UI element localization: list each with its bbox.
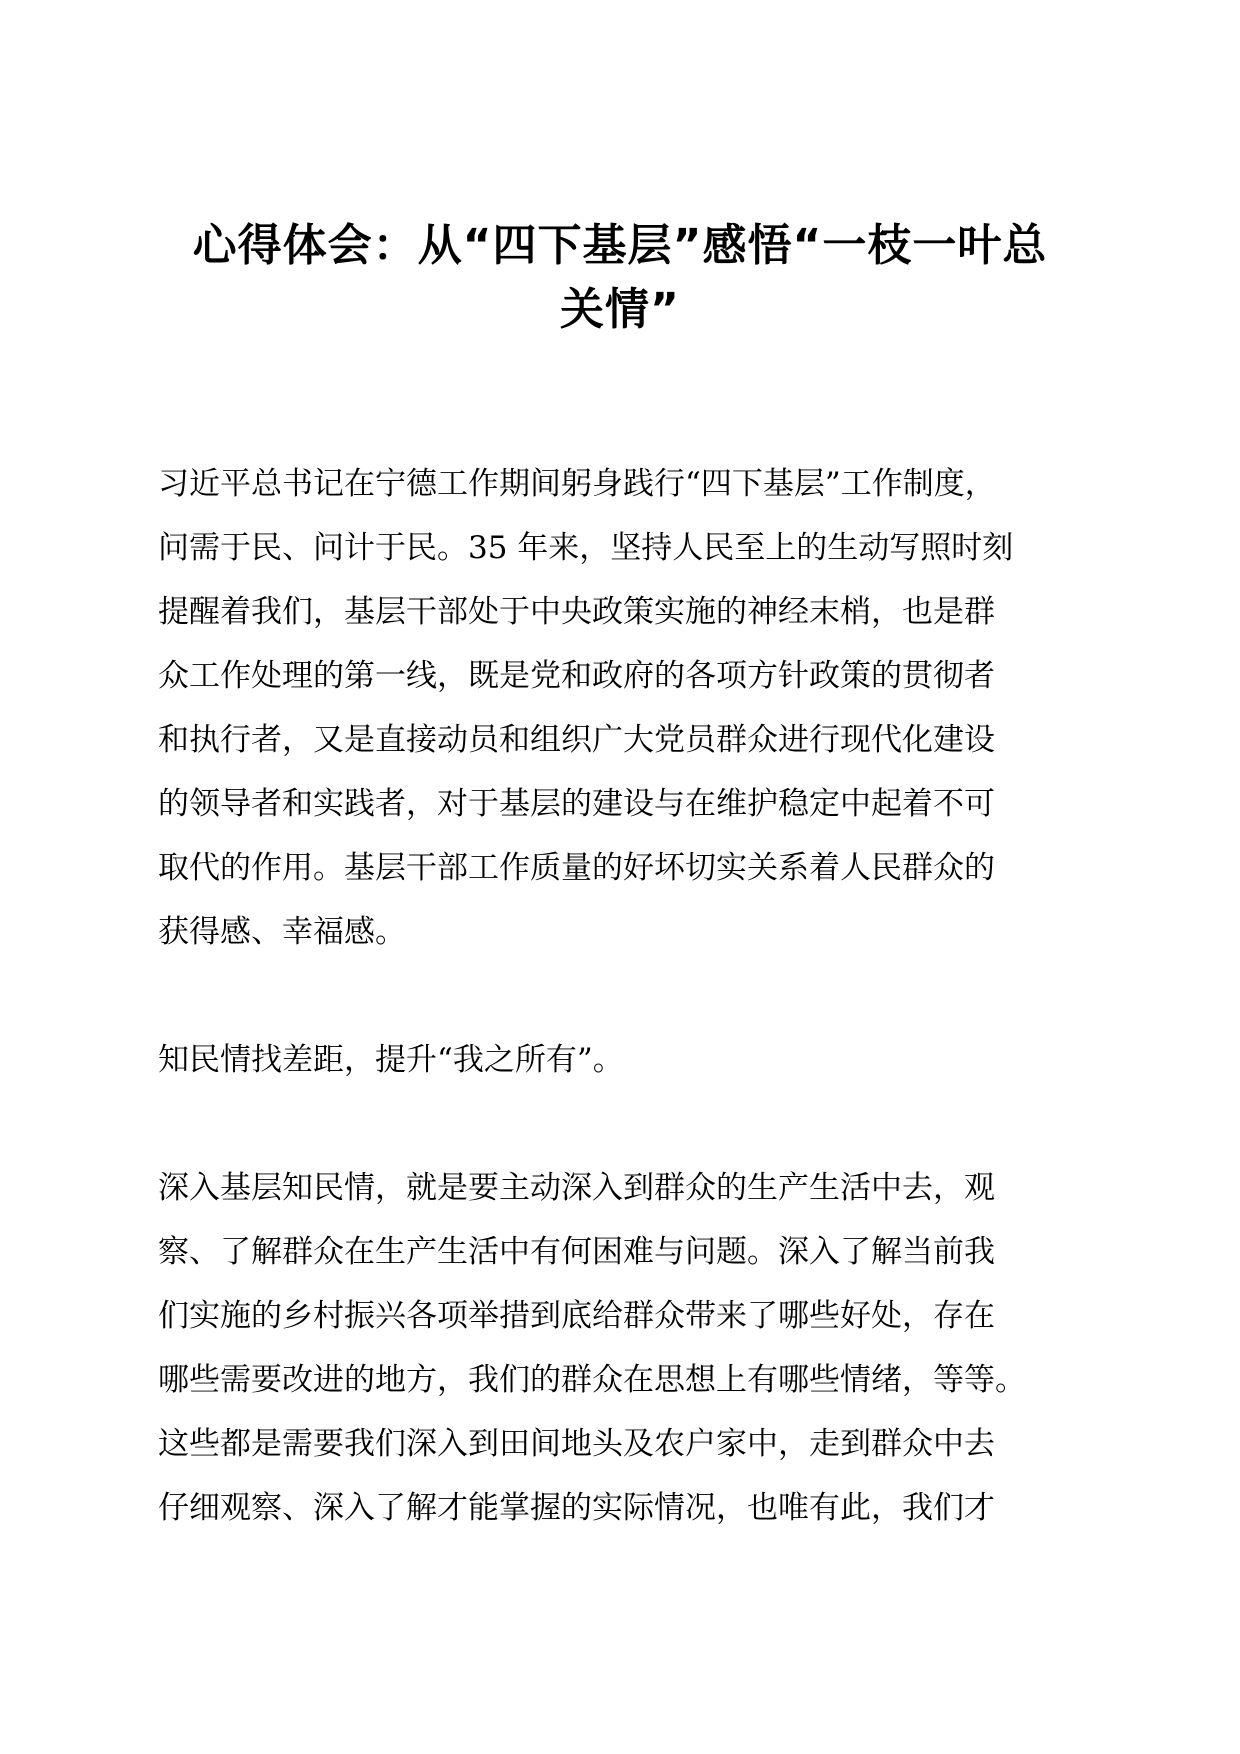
text-line: 和执行者，又是直接动员和组织广大党员群众进行现代化建设 (158, 722, 995, 758)
title-line: 关情” (560, 284, 680, 335)
title-line: 心得体会：从“四下基层”感悟“一枝一叶总 (192, 220, 1048, 271)
text-line: 的领导者和实践者，对于基层的建设与在维护稳定中起着不可 (158, 786, 995, 822)
text-line: 深入基层知民情，就是要主动深入到群众的生产生活中去，观 (158, 1170, 995, 1206)
paragraph-spacer (158, 964, 1088, 1028)
text-line: 提醒着我们，基层干部处于中央政策实施的神经末梢，也是群 (158, 594, 995, 630)
text-line: 哪些需要改进的地方，我们的群众在思想上有哪些情绪，等等。 (158, 1362, 1026, 1398)
paragraph-spacer (158, 1092, 1088, 1156)
text-line: 习近平总书记在宁德工作期间躬身践行“四下基层”工作制度， (158, 466, 996, 502)
paragraph-intro (158, 452, 1088, 964)
text-line: 们实施的乡村振兴各项举措到底给群众带来了哪些好处，存在 (158, 1298, 995, 1334)
text-line: 这些都是需要我们深入到田间地头及农户家中，走到群众中去 (158, 1426, 995, 1462)
text-line: 问需于民、问计于民。35 年来，坚持人民至上的生动写照时刻 (158, 530, 1014, 566)
text-line: 众工作处理的第一线，既是党和政府的各项方针政策的贯彻者 (158, 658, 995, 694)
text-line: 察、了解群众在生产生活中有何困难与问题。深入了解当前我 (158, 1234, 995, 1270)
text-line: 获得感、幸福感。 (158, 914, 406, 950)
text-line: 取代的作用。基层干部工作质量的好坏切实关系着人民群众的 (158, 850, 995, 886)
document-body (158, 452, 1088, 1540)
paragraph-body (158, 1156, 1088, 1540)
document-title (150, 214, 1090, 342)
text-line: 知民情找差距，提升“我之所有”。 (158, 1042, 624, 1078)
text-line: 仔细观察、深入了解才能掌握的实际情况，也唯有此，我们才 (158, 1490, 995, 1526)
section-heading (158, 1028, 1088, 1092)
